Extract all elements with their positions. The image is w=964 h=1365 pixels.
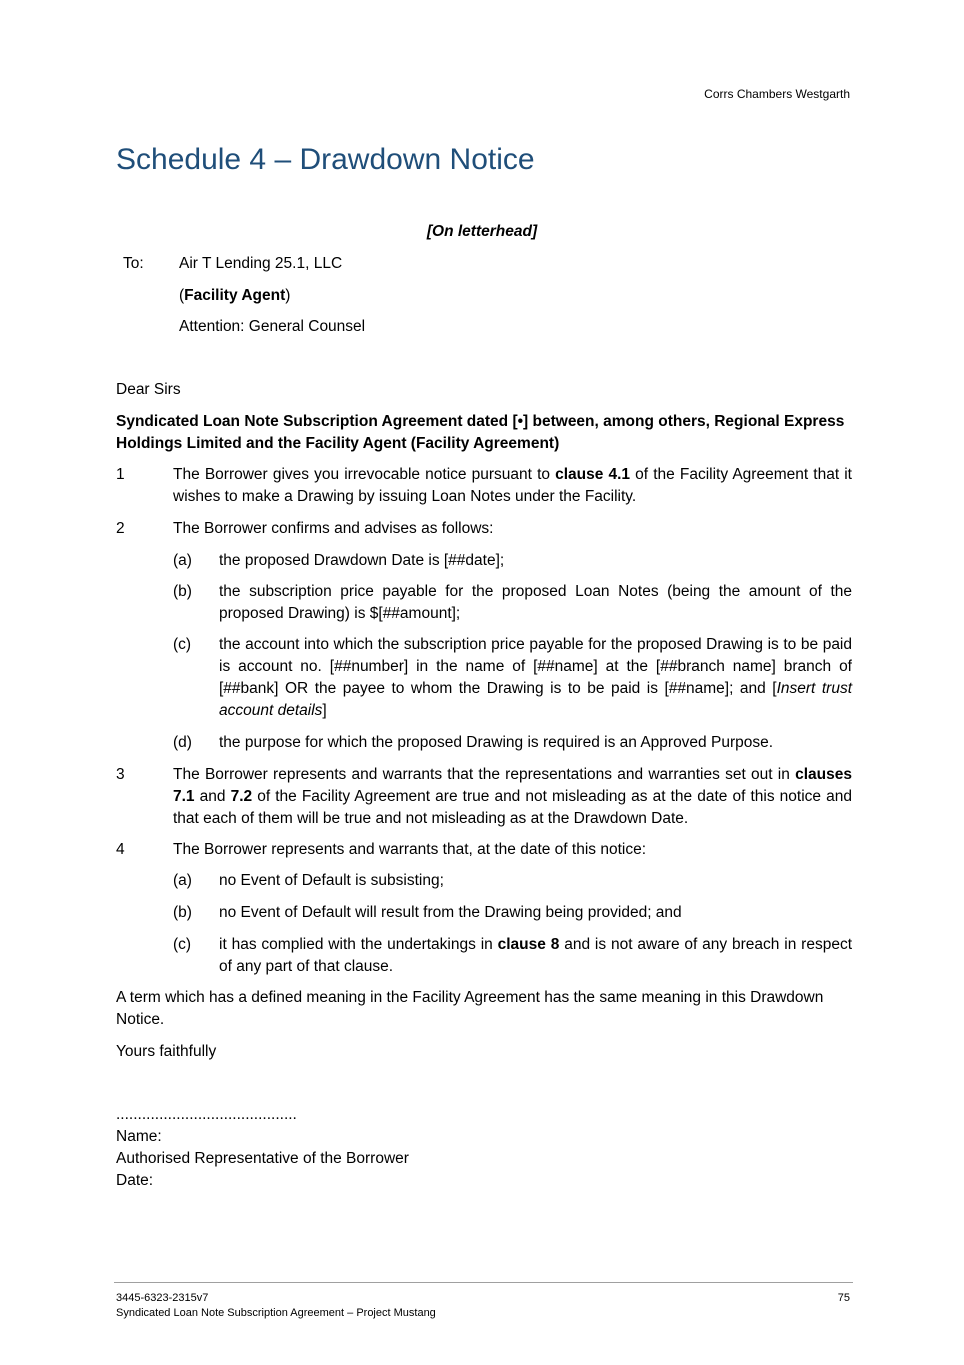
list-item-label: (b) <box>173 904 192 921</box>
list-item-label: (a) <box>173 552 192 569</box>
addressee-attention: Attention: General Counsel <box>179 318 366 335</box>
paragraph-2: The Borrower confirms and advises as follows: <box>173 520 494 537</box>
list-item: the subscription price payable for the proposed Loan Notes (being the amount of the proposed Drawing) is $[##amount]; <box>219 583 852 622</box>
to-label: To: <box>123 255 144 272</box>
list-item: the purpose for which the proposed Drawing is required is an Approved Purpose. <box>219 734 774 751</box>
list-item: no Event of Default will result from the Drawing being provided; and <box>219 904 682 921</box>
list-item-label: (d) <box>173 734 192 751</box>
footer-doc-id: 3445-6323-2315v7 <box>116 1292 209 1304</box>
letterhead-note: [On letterhead] <box>426 223 538 240</box>
list-item-label: (b) <box>173 583 192 600</box>
addressee-role: (Facility Agent) <box>179 287 291 304</box>
signature-line: .......................................... <box>116 1106 297 1123</box>
footer-divider <box>114 1282 853 1283</box>
signature-name: Name: <box>116 1128 162 1145</box>
closing: Yours faithfully <box>116 1043 217 1060</box>
list-item: no Event of Default is subsisting; <box>219 872 444 889</box>
page-number: 75 <box>837 1292 850 1304</box>
paragraph-number: 4 <box>116 841 125 858</box>
definition-clause: A term which has a defined meaning in the Facility Agreement has the same meaning in this Drawdown Notice. <box>116 989 824 1028</box>
list-item: it has complied with the undertakings in clause 8 and is not aware of any breach in respect of any part of that clause. <box>219 936 852 975</box>
paragraph-4: The Borrower represents and warrants that, at the date of this notice: <box>173 841 646 858</box>
list-item-label: (c) <box>173 936 192 953</box>
footer-doc-title: Syndicated Loan Note Subscription Agreement – Project Mustang <box>116 1307 436 1319</box>
list-item: the account into which the subscription price payable for the proposed Drawing is to be paid is account no. [##number] in the name of [##name] at the [##branch name] branch of [##bank] OR the payee to whom the Drawing is to be paid is [##name]; and [Insert trust account details] <box>219 636 853 719</box>
list-item: the proposed Drawdown Date is [##date]; <box>219 552 505 569</box>
paragraph-1: The Borrower gives you irrevocable notice pursuant to clause 4.1 of the Facility Agreement that it wishes to make a Drawing by issuing Loan Notes under the Facility. <box>173 466 852 505</box>
salutation: Dear Sirs <box>116 381 181 398</box>
page-title: Schedule 4 – Drawdown Notice <box>116 143 535 176</box>
list-item-label: (c) <box>173 636 192 653</box>
header-firm-name: Corrs Chambers Westgarth <box>704 87 850 101</box>
signature-date: Date: <box>116 1172 154 1189</box>
list-item-label: (a) <box>173 872 192 889</box>
addressee-name: Air T Lending 25.1, LLC <box>179 255 343 272</box>
signature-role: Authorised Representative of the Borrower <box>116 1150 409 1167</box>
paragraph-3: The Borrower represents and warrants that the representations and warranties set out in clauses 7.1 and 7.2 of the Facility Agreement are true and not misleading as at the date of this notice and that each of them will be true and not misleading as at the Drawdown Date. <box>173 766 852 827</box>
paragraph-number: 1 <box>116 466 125 483</box>
paragraph-number: 2 <box>116 520 125 537</box>
paragraph-number: 3 <box>116 766 125 783</box>
subject-line: Syndicated Loan Note Subscription Agreement dated [•] between, among others, Regional Express Holdings Limited and the Facility Agent (Facility Agreement) <box>116 413 845 452</box>
